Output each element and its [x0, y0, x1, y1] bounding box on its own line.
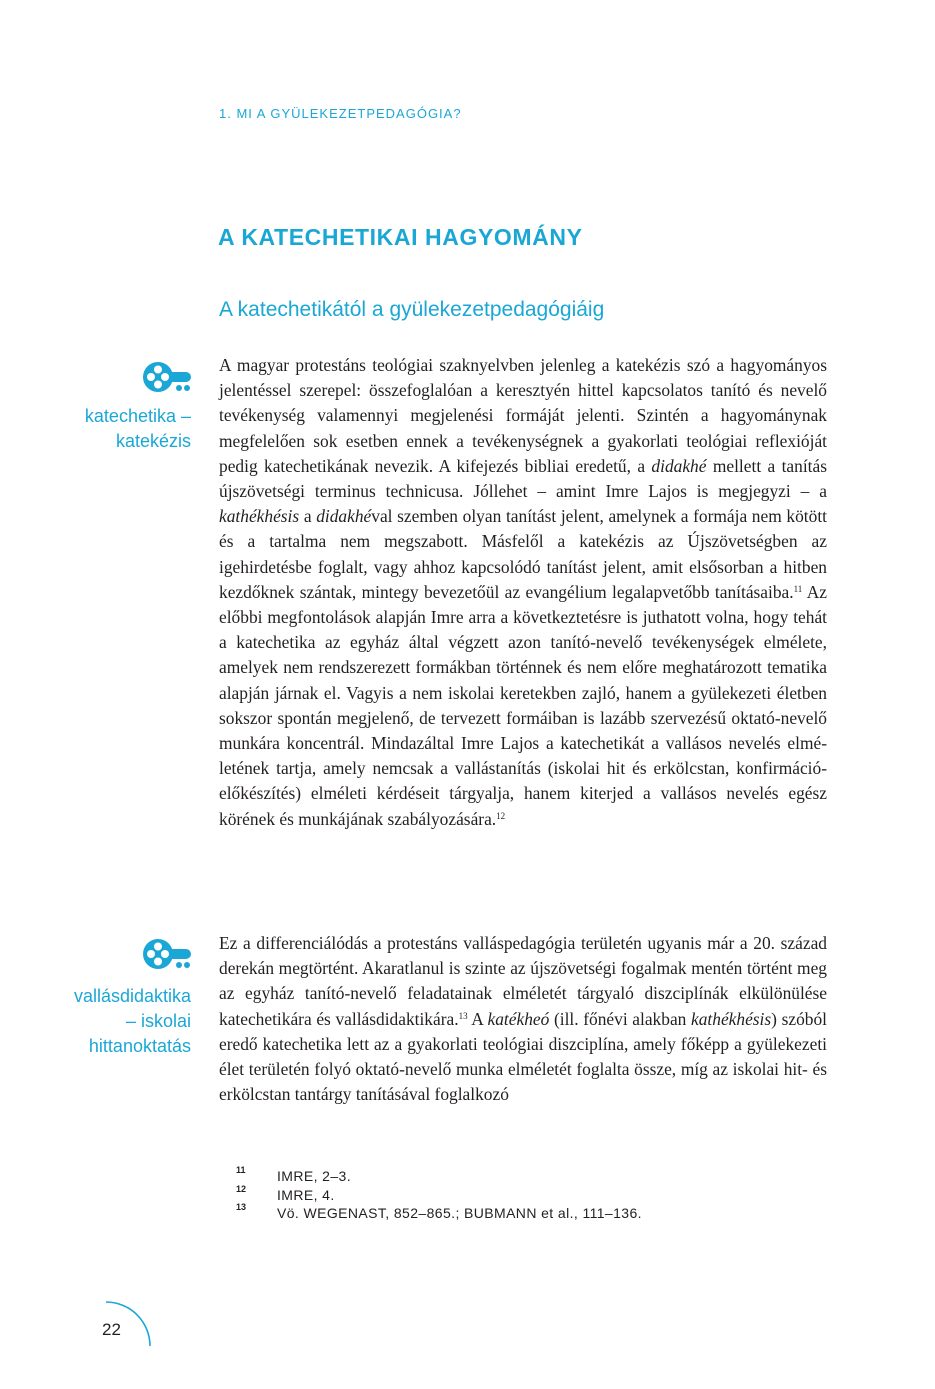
- footnote-ref: 13: [458, 1010, 468, 1021]
- italic-term: kathékhésis: [691, 1008, 772, 1029]
- italic-term: didakhé: [651, 455, 707, 476]
- margin-note-line: katekézis: [115, 431, 191, 451]
- key-icon: [141, 936, 193, 972]
- margin-note-line: hittanoktatás: [88, 1036, 191, 1056]
- italic-term: didakhé: [316, 506, 372, 527]
- footnote-text: IMRE, 2–3.: [277, 1168, 352, 1184]
- page-number: 22: [102, 1320, 121, 1339]
- footnote-number: 11: [236, 1165, 246, 1175]
- footnote-text: Vö. WEGENAST, 852–865.; BUBMANN et al., 111–136.: [277, 1205, 642, 1221]
- footnote-ref: 11: [793, 583, 803, 594]
- footnote-number: 12: [236, 1183, 247, 1194]
- margin-note-line: katechetika –: [84, 406, 191, 426]
- running-header: 1. MI A GYÜLEKEZETPEDAGÓGIA?: [219, 106, 462, 121]
- body-paragraph-2: Ez a differenciálódás a protestáns valláspedagógia területén ugyanis már a 20. század derekán megtörtént. Akaratlanul is szinte az újszövetségi fogalmak mentén történt meg az egyház tanító-nevelő feladatainak elméletét tárgyaló diszciplínák elkülönülése katechetikára és vallásdidaktikára.$^{13}$ A katékheó (ill. főnévi alakban kathékhésis) szóból eredő katechetika lett az a gyakorlati teológiai diszciplína, amely főképp a gyülekezeti élet területén folyó oktató-nevelő munka elméletét foglalta össze, míg az iskolai hit- és erkölcstan tantárgy tanításával foglalkozó: [219, 933, 828, 1105]
- italic-term: kathékhésis: [219, 506, 300, 527]
- key-icon: [141, 359, 193, 395]
- margin-note-line: – iskolai: [125, 1011, 191, 1031]
- footnote-ref: 12: [496, 810, 506, 821]
- margin-note-katechetika: [30, 404, 191, 454]
- footnote-number: 13: [236, 1202, 247, 1212]
- italic-term: katékheó: [487, 1008, 550, 1029]
- body-paragraph-1: A magyar protestáns teológiai szaknyelvben jelenleg a katekézis szó a hagyományos jelentéssel szerepel: összefoglalóan a keresztyén hittel kapcsolatos tanító és nevelő tevékenység valamennyi megjelenési formáját jelenti. Szintén a hagyománynak megfelelően sok esetben ennek a tevékenységnek a gyakorlati teológiai reflexióját pedig katechetikának nevezik. A kifejezés bibliai eredetű, a didakhé mellett a tanítás újszövetségi terminus technicusa. Jóllehet – amint Imre Lajos is megjegyzi – a kathékhésis a didakhéval szemben olyan tanítást jelent, amelynek a formája nem kötött és a tartalma nem megszabott. Másfelől a katekézis az Újszövetségben az igehirdetésbe foglalt, vagy ahhoz kapcsolódó tanítást jelent, amit elsősorban a hitben kezdőknek szántak, mintegy bevezetőül az evangélium legalapvetőbb tanításaiba.$^{11}$ Az előbbi megfontolások alapján Imre arra a következtetésre is juthatott volna, hogy tehát a katechetika az egyház által végzett azon tanító-nevelő tevékenységek elmélete, amelyek nem rendszerezett formákban történnek és nem előre meghatározott tematika alapján járnak el. Vagyis a nem iskolai keretekben zajló, hanem a gyülekezeti életben sokszor spontán megjelenő, de tervezett formáiban is lazább szervezésű oktató-nevelő munkára koncentrál. Mindazáltal Imre Lajos a katechetikát a vallásos nevelés elméletének tartja, amely nemcsak a vallástanítás (iskolai hit és erkölcstan, konfirmáció-előkészítés) elméleti kérdéseit tárgyalja, hanem kiterjed a vallásos nevelés egész körének és munkájának szabályozására.$^{12}$: [219, 355, 828, 829]
- footnote-text: IMRE, 4.: [277, 1186, 335, 1203]
- section-title: A KATECHETIKAI HAGYOMÁNY: [218, 224, 583, 250]
- margin-note-vallasdidaktika: [30, 984, 191, 1059]
- margin-note-line: vallásdidaktika: [73, 986, 191, 1006]
- section-subtitle: A katechetikától a gyülekezetpedagógiáig: [219, 298, 605, 321]
